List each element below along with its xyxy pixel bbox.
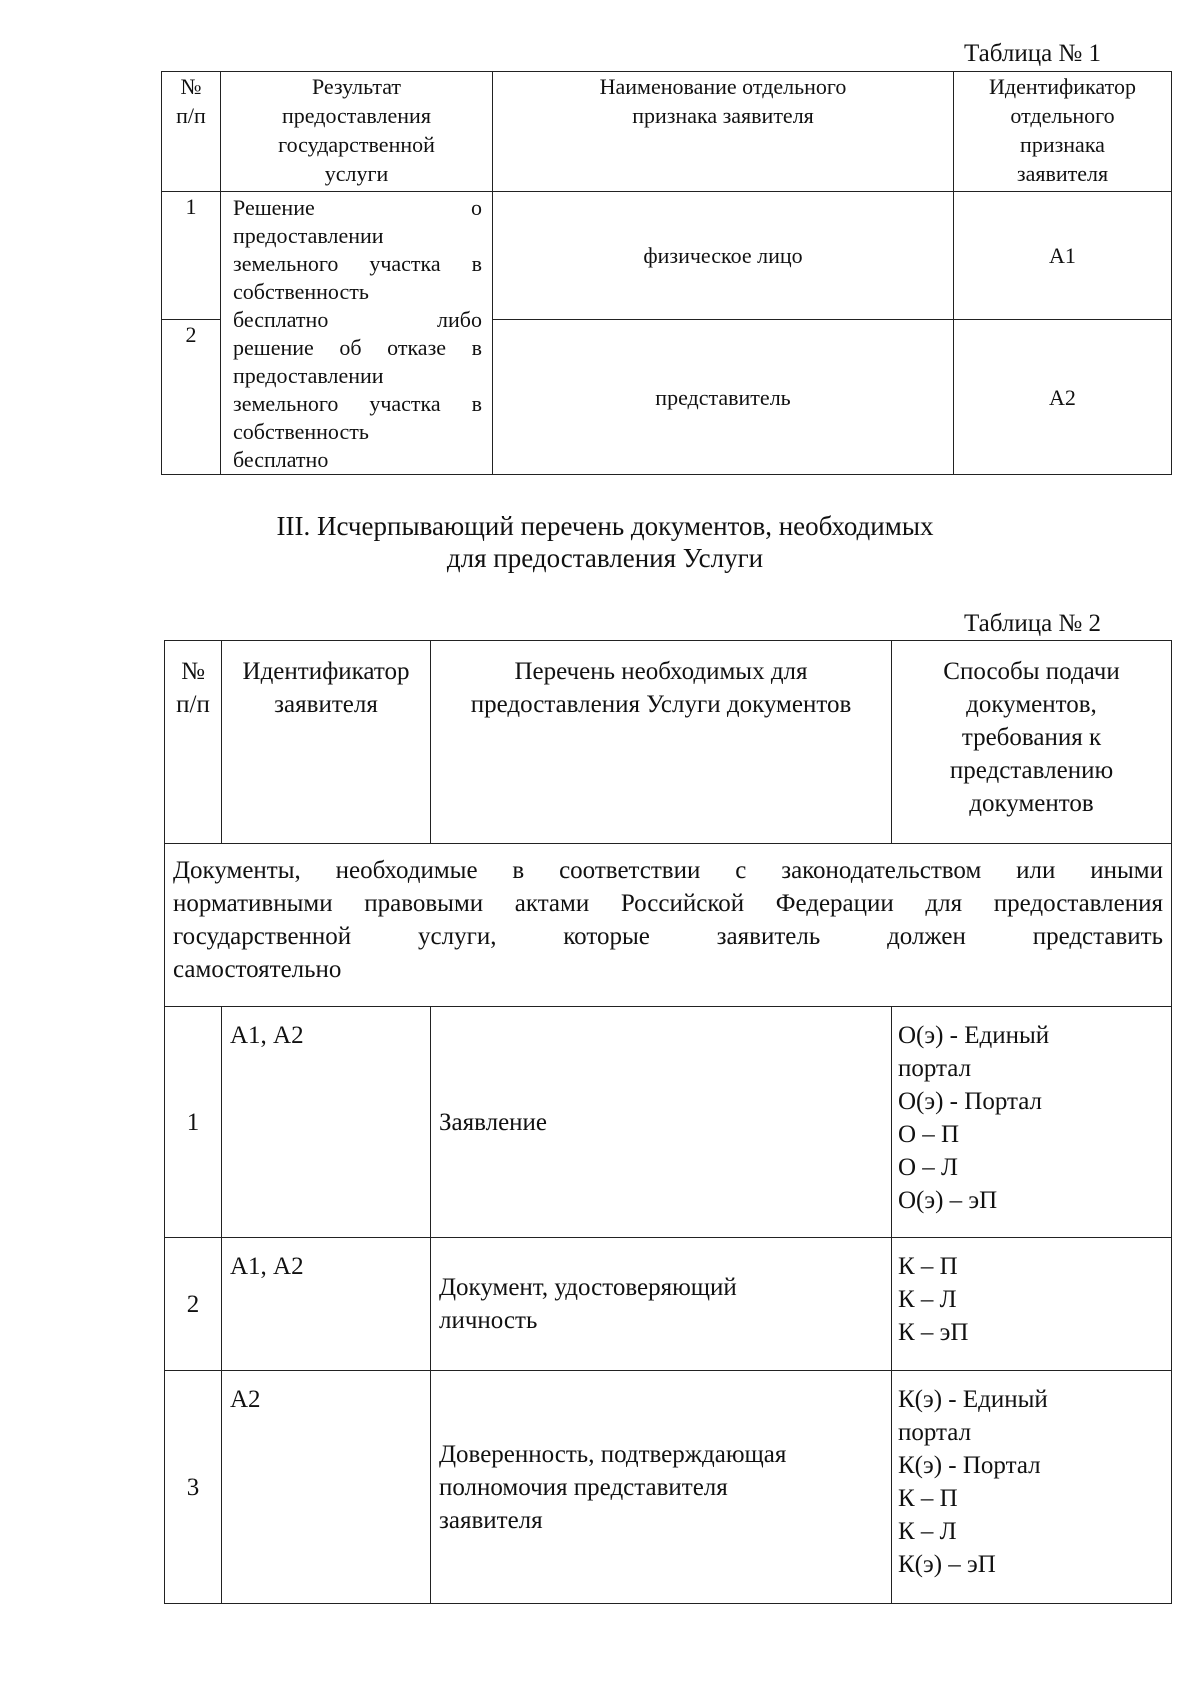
t2-row1-num: 1 — [165, 1007, 222, 1238]
t2-header-num: № п/п — [165, 641, 222, 844]
t1-row2-sign-name: представитель — [493, 320, 954, 475]
table-row — [165, 1007, 1172, 1238]
t2-row3-applicant-ids: А2 — [222, 1371, 431, 1604]
method-item: О – П — [898, 1121, 960, 1148]
t2-row1-methods — [892, 1007, 1172, 1238]
method-item: К(э) – эП — [898, 1551, 996, 1578]
t2-section-line: нормативными правовыми актами Российской Федерации для предоставления — [173, 890, 1163, 917]
t2-row2-document: Документ, удостоверяющий личность — [431, 1238, 892, 1371]
t1-header-sign-id: Идентификатор отдельного признака заявителя — [954, 72, 1172, 192]
method-item: О(э) - Единый — [898, 1022, 1050, 1049]
t1-result-line: земельного участка в — [233, 251, 482, 276]
t1-result-line: решение об отказе в — [233, 335, 482, 360]
t1-result-line: бесплатно — [233, 447, 329, 472]
t1-row2-sign-id: А2 — [954, 320, 1172, 475]
t1-row1-sign-id: А1 — [954, 192, 1172, 320]
t2-row2-methods — [892, 1238, 1172, 1371]
method-item: К – П — [898, 1253, 958, 1280]
t2-section-line: государственной услуги, которые заявитель должен представить — [173, 923, 1163, 950]
method-item: К – Л — [898, 1518, 957, 1545]
table-row — [165, 1371, 1172, 1604]
t2-row3-methods — [892, 1371, 1172, 1604]
section-heading-line: III. Исчерпывающий перечень документов, необходимых — [276, 511, 934, 541]
t2-row1-document: Заявление — [431, 1007, 892, 1238]
method-item: К(э) - Единый — [898, 1386, 1048, 1413]
section-heading — [190, 510, 1020, 574]
method-item: К – Л — [898, 1286, 957, 1313]
t1-result-line: бесплатно либо — [233, 307, 482, 332]
table2 — [164, 640, 1172, 1604]
method-item: О(э) – эП — [898, 1187, 998, 1214]
method-item: портал — [898, 1055, 972, 1082]
t1-result-line: земельного участка в — [233, 391, 482, 416]
t2-section-line: самостоятельно — [173, 956, 342, 983]
t1-header-num: № п/п — [162, 72, 221, 192]
t2-row3-document: Доверенность, подтверждающая полномочия представителя заявителя — [431, 1371, 892, 1604]
table-row — [165, 1238, 1172, 1371]
method-item: К(э) - Портал — [898, 1452, 1041, 1479]
t1-result-line: Решение о — [233, 195, 482, 220]
t2-section-line: Документы, необходимые в соответствии с законодательством или иными — [173, 857, 1163, 884]
t2-header-applicant-id: Идентификатор заявителя — [222, 641, 431, 844]
t2-header-documents: Перечень необходимых для предоставления Услуги документов — [431, 641, 892, 844]
t1-row2-num: 2 — [162, 320, 221, 475]
table2-header-row — [165, 641, 1172, 844]
method-item: портал — [898, 1419, 972, 1446]
method-item: О(э) - Портал — [898, 1088, 1043, 1115]
t1-result-line: собственность — [233, 279, 369, 304]
table2-caption: Таблица № 2 — [964, 610, 1102, 637]
t1-header-sign-name: Наименование отдельного признака заявителя — [493, 72, 954, 192]
method-item: К – эП — [898, 1319, 969, 1346]
t1-row1-sign-name: физическое лицо — [493, 192, 954, 320]
table1-header-row — [162, 72, 1172, 192]
table2-section-row — [165, 844, 1172, 1007]
table-row — [162, 192, 1172, 320]
t1-result-line: предоставлении — [233, 223, 384, 248]
section-heading-line: для предоставления Услуги — [446, 543, 764, 573]
t1-result-line: собственность — [233, 419, 369, 444]
method-item: О – Л — [898, 1154, 959, 1181]
t1-result-cell — [221, 192, 493, 475]
t2-row2-num: 2 — [165, 1238, 222, 1371]
table1 — [161, 71, 1172, 475]
method-item: К – П — [898, 1485, 958, 1512]
t2-header-methods: Способы подачи документов, требования к представлению документов — [892, 641, 1172, 844]
table1-caption: Таблица № 1 — [964, 40, 1102, 67]
t2-row3-num: 3 — [165, 1371, 222, 1604]
t1-header-result: Результат предоставления государственной услуги — [221, 72, 493, 192]
t1-row1-num: 1 — [162, 192, 221, 320]
t2-row1-applicant-ids: А1, А2 — [222, 1007, 431, 1238]
t2-section-text — [165, 844, 1172, 1007]
t2-row2-applicant-ids: А1, А2 — [222, 1238, 431, 1371]
t1-result-line: предоставлении — [233, 363, 384, 388]
